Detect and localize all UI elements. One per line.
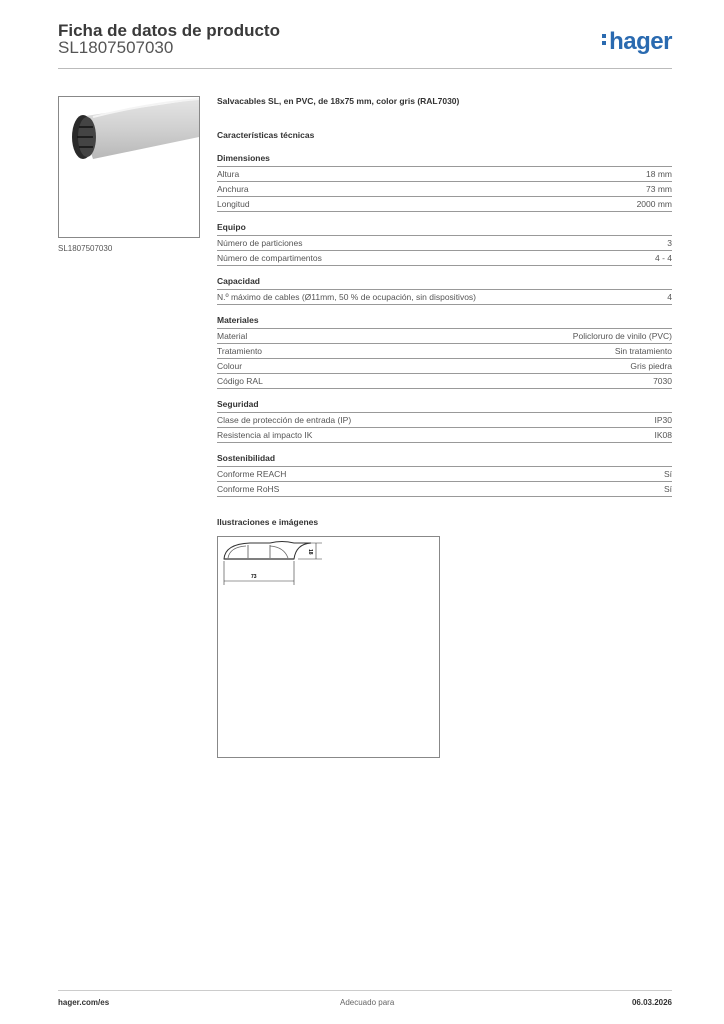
spec-value: Gris piedra	[630, 361, 672, 371]
specifications-panel	[217, 96, 672, 507]
spec-value: 4 - 4	[654, 253, 672, 263]
spec-label: Tratamiento	[217, 346, 263, 356]
hager-logo: hager	[602, 28, 672, 56]
spec-section-title: Sostenibilidad	[217, 453, 672, 467]
product-code: SL1807507030	[58, 38, 174, 57]
spec-section-title: Materiales	[217, 315, 672, 329]
spec-row	[217, 467, 672, 482]
spec-row	[217, 251, 672, 266]
spec-value: Sin tratamiento	[614, 346, 672, 356]
spec-label: Conforme REACH	[217, 469, 287, 479]
spec-label: Conforme RoHS	[217, 484, 280, 494]
dimension-drawing	[218, 537, 439, 757]
spec-label: Anchura	[217, 184, 249, 194]
spec-value: Sí	[663, 469, 672, 479]
spec-section	[217, 153, 672, 212]
spec-value: 18 mm	[646, 169, 672, 179]
logo-dots-icon	[602, 34, 607, 48]
spec-row	[217, 236, 672, 251]
spec-sections	[217, 153, 672, 497]
illustration-frame	[217, 536, 440, 758]
spec-value: Sí	[663, 484, 672, 494]
spec-row	[217, 359, 672, 374]
spec-row	[217, 167, 672, 182]
spec-row	[217, 344, 672, 359]
spec-row	[217, 197, 672, 212]
spec-label: N.º máximo de cables (Ø11mm, 50 % de ocupación, sin dispositivos)	[217, 292, 477, 302]
spec-value: 2000 mm	[636, 199, 672, 209]
footer-website-link[interactable]: hager.com/es	[58, 998, 110, 1007]
footer-date: 06.03.2026	[631, 998, 672, 1007]
product-image	[58, 96, 200, 238]
spec-row	[217, 290, 672, 305]
page-title: Ficha de datos de producto	[58, 21, 280, 40]
spec-value: Policloruro de vinilo (PVC)	[572, 331, 672, 341]
footer-suitable-for: Adecuado para	[340, 998, 395, 1007]
spec-section	[217, 453, 672, 497]
spec-section	[217, 315, 672, 389]
spec-label: Colour	[217, 361, 243, 371]
spec-label: Clase de protección de entrada (IP)	[217, 415, 352, 425]
product-description: Salvacables SL, en PVC, de 18x75 mm, color gris (RAL7030)	[217, 96, 460, 106]
spec-value: IK08	[654, 430, 672, 440]
spec-section	[217, 222, 672, 266]
spec-label: Número de compartimentos	[217, 253, 322, 263]
illustrations-heading: Ilustraciones e imágenes	[217, 517, 319, 527]
spec-label: Número de particiones	[217, 238, 303, 248]
height-dimension-label: 18	[307, 549, 313, 555]
spec-row	[217, 329, 672, 344]
spec-row	[217, 374, 672, 389]
spec-section-title: Capacidad	[217, 276, 672, 290]
spec-row	[217, 428, 672, 443]
spec-section-title: Equipo	[217, 222, 672, 236]
spec-label: Resistencia al impacto IK	[217, 430, 313, 440]
cable-cover-photo	[59, 97, 199, 237]
spec-section-title: Seguridad	[217, 399, 672, 413]
spec-section	[217, 399, 672, 443]
spec-label: Longitud	[217, 199, 250, 209]
header-divider	[58, 68, 672, 69]
spec-label: Material	[217, 331, 248, 341]
spec-label: Código RAL	[217, 376, 263, 386]
spec-value: 4	[667, 292, 672, 302]
width-dimension-label: 73	[251, 574, 257, 580]
footer-divider	[58, 990, 672, 991]
spec-section-title: Dimensiones	[217, 153, 672, 167]
spec-value: 7030	[653, 376, 672, 386]
spec-row	[217, 413, 672, 428]
spec-value: 73 mm	[646, 184, 672, 194]
product-image-caption: SL1807507030	[58, 244, 113, 253]
spec-value: 3	[667, 238, 672, 248]
spec-row	[217, 482, 672, 497]
tech-specs-heading: Características técnicas	[217, 130, 315, 140]
spec-section	[217, 276, 672, 305]
spec-label: Altura	[217, 169, 240, 179]
spec-value: IP30	[654, 415, 672, 425]
spec-row	[217, 182, 672, 197]
